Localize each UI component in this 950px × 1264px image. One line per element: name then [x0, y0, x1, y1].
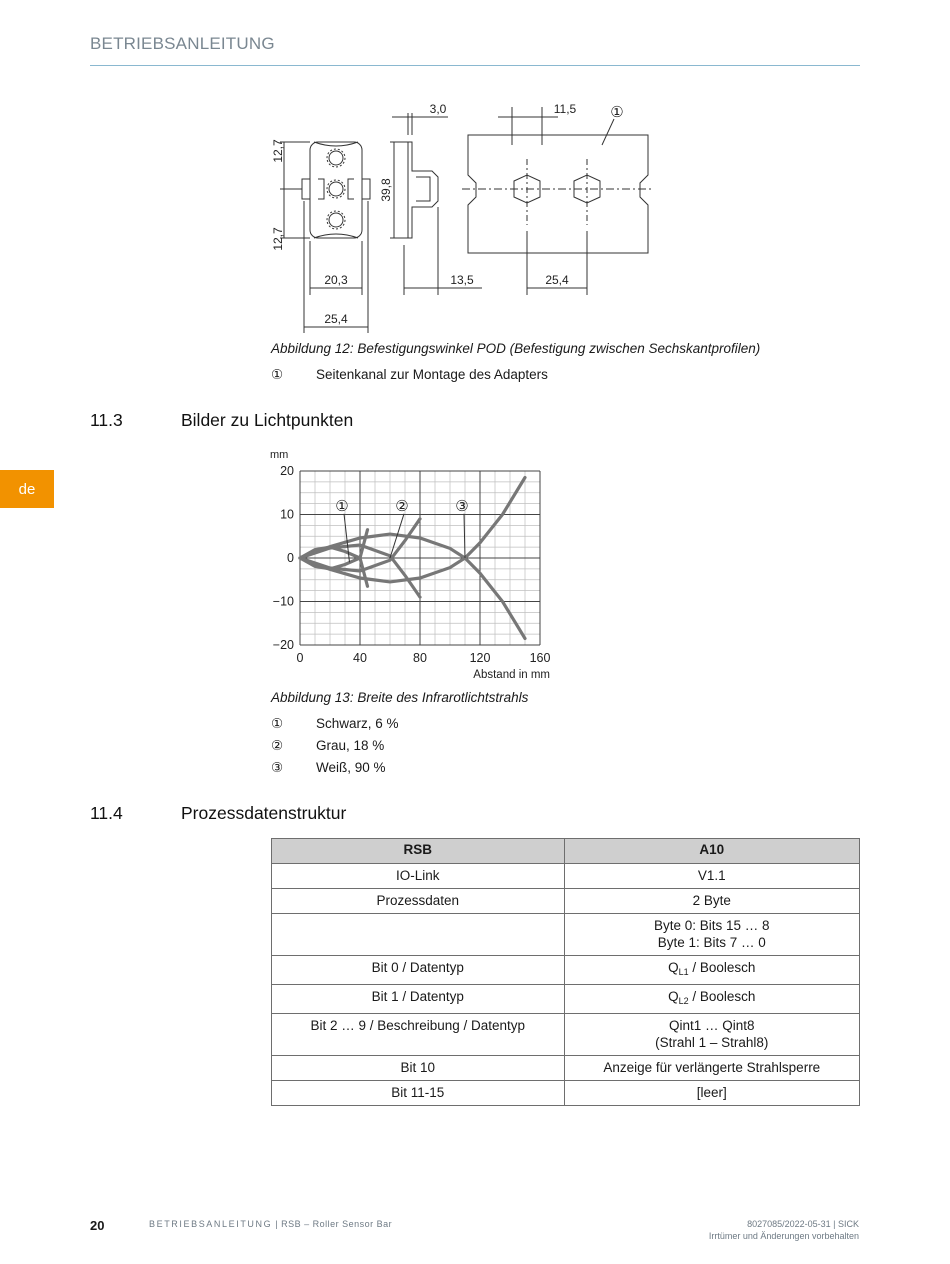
table-cell: Bit 10 — [272, 1056, 565, 1081]
x-tick-label: 0 — [296, 651, 304, 665]
technical-drawing — [262, 95, 662, 335]
footer-right — [709, 1218, 859, 1242]
header-title: BETRIEBSANLEITUNG — [90, 34, 275, 53]
table-cell — [564, 1014, 859, 1056]
dim-25-4-bottom: 25,4 — [324, 312, 348, 326]
y-tick-label: −20 — [272, 638, 294, 652]
table-cell — [564, 914, 859, 956]
q-subscript: L1 — [678, 967, 689, 977]
legend-number: ① — [271, 367, 284, 382]
table-cell: [leer] — [564, 1081, 859, 1106]
beam-width-chart — [262, 444, 562, 684]
dim-20-3: 20,3 — [324, 273, 348, 287]
chart-callout-3: ③ — [455, 497, 469, 515]
dim-12-7-bottom: 12,7 — [271, 227, 285, 251]
legend-number: ③ — [271, 760, 284, 775]
table-row — [272, 914, 860, 956]
table-cell — [564, 985, 859, 1014]
x-tick-label: 120 — [469, 651, 491, 665]
table-row — [272, 1081, 860, 1106]
table-header-row — [272, 839, 860, 864]
cell-line: Byte 0: Bits 15 … 8 — [653, 918, 770, 933]
language-tab: de — [0, 470, 54, 508]
footer-disclaimer: Irrtümer und Änderungen vorbehalten — [708, 1231, 859, 1241]
table-row — [272, 889, 860, 914]
legend-number: ① — [271, 716, 284, 731]
y-tick-label: 0 — [287, 551, 294, 565]
q-subscript: L2 — [678, 996, 689, 1006]
table-header-cell: RSB — [272, 839, 565, 864]
table-row — [272, 956, 860, 985]
y-tick-label: 10 — [280, 507, 294, 522]
table-row — [272, 1056, 860, 1081]
section-number: 11.3 — [90, 410, 123, 430]
legend-text: Weiß, 90 % — [316, 760, 386, 775]
profile-view — [468, 135, 648, 253]
table-cell: Anzeige für verlängerte Strahlsperre — [564, 1056, 859, 1081]
table-cell — [564, 956, 859, 985]
table-cell: Bit 11-15 — [272, 1081, 565, 1106]
process-data-table — [271, 838, 860, 1106]
table-cell: Bit 1 / Datentyp — [272, 985, 565, 1014]
dim-39-8: 39,8 — [379, 178, 393, 202]
q-symbol: Q — [668, 960, 679, 975]
page-number: 20 — [90, 1218, 105, 1233]
front-view-outline — [314, 142, 358, 238]
dim-13-5: 13,5 — [450, 273, 474, 287]
table-cell: Bit 0 / Datentyp — [272, 956, 565, 985]
cell-text: / Boolesch — [688, 960, 756, 975]
table-cell: Bit 2 … 9 / Beschreibung / Datentyp — [272, 1014, 565, 1056]
section-number: 11.4 — [90, 803, 123, 823]
table-row — [272, 864, 860, 889]
x-tick-label: 80 — [413, 651, 427, 665]
callout-1: ① — [610, 104, 624, 121]
legend-text: Grau, 18 % — [316, 738, 385, 753]
x-tick-label: 40 — [353, 651, 367, 665]
dim-11-5: 11,5 — [553, 102, 577, 116]
section-title: Bilder zu Lichtpunkten — [181, 410, 354, 430]
dim-3-0: 3,0 — [429, 102, 447, 116]
header-divider — [90, 65, 860, 66]
cell-line: Byte 1: Bits 7 … 0 — [657, 935, 766, 950]
cell-line: (Strahl 1 – Strahl8) — [655, 1035, 769, 1050]
front-view-body — [310, 142, 362, 238]
chart-callout-2: ② — [395, 497, 409, 515]
y-axis-label: mm — [270, 449, 289, 461]
legend-text: Schwarz, 6 % — [316, 716, 399, 731]
table-cell — [272, 914, 565, 956]
section-title: Prozessdatenstruktur — [181, 803, 347, 823]
legend-number: ② — [271, 738, 284, 753]
table-cell: IO-Link — [272, 864, 565, 889]
gear-middle — [329, 182, 343, 196]
table-cell: 2 Byte — [564, 889, 859, 914]
table-cell: V1.1 — [564, 864, 859, 889]
figure-13-caption: Abbildung 13: Breite des Infrarotlichtstrahls — [271, 690, 529, 705]
y-tick-label: 20 — [280, 464, 294, 478]
table-cell: Prozessdaten — [272, 889, 565, 914]
cell-text: / Boolesch — [688, 989, 756, 1004]
figure-12-caption: Abbildung 12: Befestigungswinkel POD (Befestigung zwischen Sechskantprofilen) — [271, 341, 761, 356]
footer-product: | RSB – Roller Sensor Bar — [272, 1219, 393, 1229]
footer-document-title — [149, 1219, 392, 1229]
q-symbol: Q — [668, 989, 679, 1004]
side-view — [408, 142, 438, 238]
dim-12-7-top: 12,7 — [271, 139, 285, 163]
dim-25-4-right: 25,4 — [545, 273, 569, 287]
x-axis-label: Abstand in mm — [473, 669, 550, 681]
chart-callout-1: ① — [335, 497, 349, 515]
gear-bottom — [329, 213, 343, 227]
table-row — [272, 1014, 860, 1056]
table-header-cell: A10 — [564, 839, 859, 864]
legend-text: Seitenkanal zur Montage des Adapters — [316, 367, 548, 382]
footer-doc-number: 8027085/2022-05-31 | SICK — [747, 1219, 859, 1229]
cell-line: Qint1 … Qint8 — [669, 1018, 755, 1033]
gear-top — [329, 151, 343, 165]
y-tick-label: −10 — [272, 594, 294, 609]
x-tick-label: 160 — [529, 651, 551, 665]
footer-doc-type: BETRIEBSANLEITUNG — [149, 1219, 273, 1229]
table-row — [272, 985, 860, 1014]
